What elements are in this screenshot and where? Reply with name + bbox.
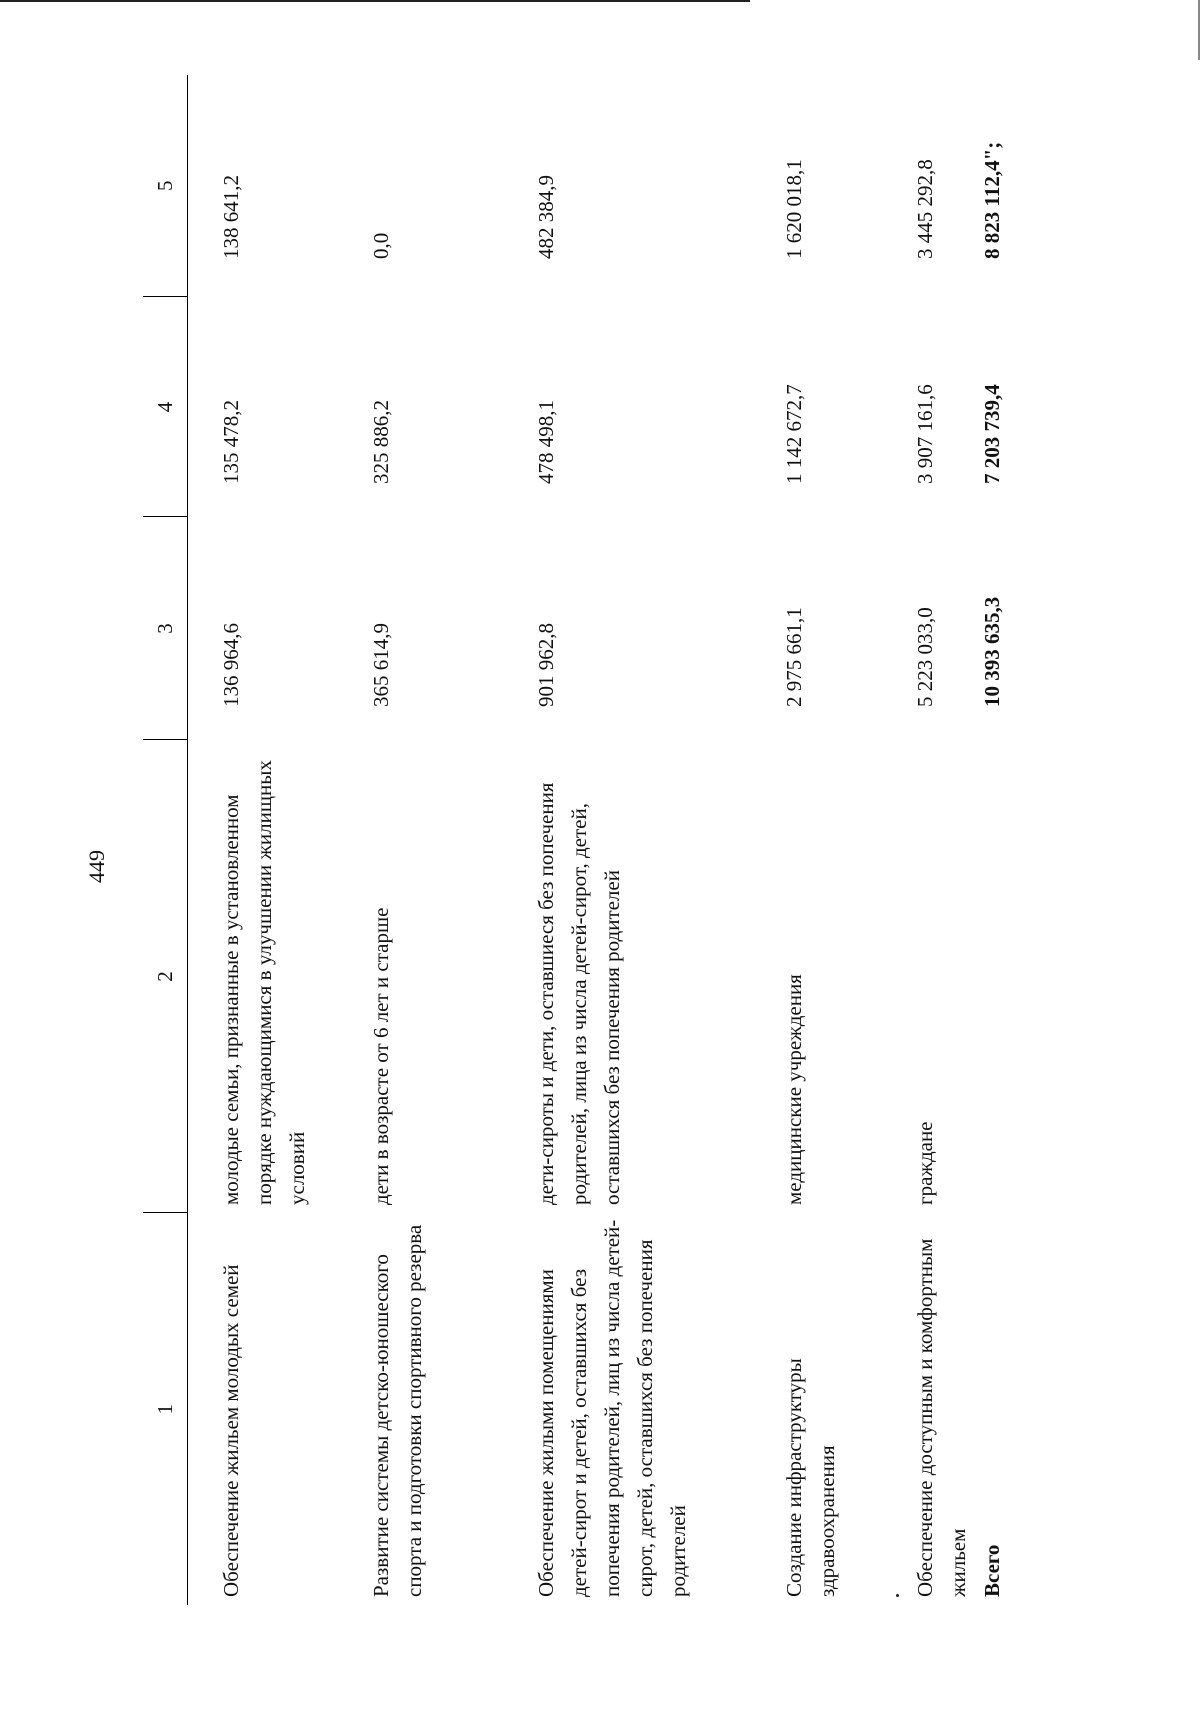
page-number: 449 [84,850,109,883]
col5-value: 482 384,9 [534,175,558,259]
scan-speck [896,1594,899,1597]
program-cell: Создание инфраструктуры здравоохранения [782,1358,839,1597]
funding-table-wrapper [143,75,1009,1605]
recipients-cell: молодые семьи, признанные в установленном порядке нуждающимися в улучшении жилищных условий [219,760,309,1205]
col3-value: 136 964,6 [219,623,243,707]
recipients-cell: дети-сироты и дети, оставшиеся без попечения родителей, лица из числа детей-сирот, детей, оставшихся без попечения родителей [534,782,624,1205]
col3-value [876,517,976,740]
header-col-3: 3 [143,517,188,740]
col4-value: 1 142 672,7 [782,384,806,484]
col5-value [876,75,976,297]
col5-text: 3 445 292,8 [913,159,937,259]
header-row [143,75,188,1605]
program-cell: Обеспечение жильем молодых семей [219,1264,243,1597]
table-row [876,75,976,1605]
col3-value: 2 975 661,1 [782,607,806,707]
table-header [143,75,188,1605]
col4-value: 135 478,2 [219,400,243,484]
table-row [778,75,876,1605]
table-row [530,75,778,1605]
table-row [365,75,530,1605]
recipients-cell [876,740,976,1213]
recipients-cell: дети в возрасте от 6 лет и старше [369,907,393,1205]
col5-value: 1 620 018,1 [782,159,806,259]
col4-text: 3 907 161,6 [913,384,937,484]
col3-text: 5 223 033,0 [913,607,937,707]
program-text: Обеспечение доступным и комфортным жильем [913,1238,970,1597]
table-row [188,75,366,1605]
total-label: Всего [980,1544,1004,1597]
col4-value [876,297,976,517]
funding-table [143,75,1009,1605]
header-col-4: 4 [143,297,188,517]
recipients-cell: медицинские учреждения [782,974,806,1205]
recipients-text: граждане [913,1121,937,1205]
col5-value: 0,0 [369,232,393,259]
col5-value: 138 641,2 [219,175,243,259]
col3-value: 901 962,8 [534,623,558,707]
header-col-1: 1 [143,1213,188,1605]
total-col3: 10 393 635,3 [980,596,1004,707]
program-cell: Обеспечение жилыми помещениями детей-сирот и детей, оставшихся без попечения родителей, лиц из числа детей-сирот, детей, оставшихся без попечения родителей [534,1219,690,1597]
total-col4: 7 203 739,4 [980,384,1004,484]
program-cell: Развитие системы детско-юношеского спорта и подготовки спортивного резерва [369,1224,426,1597]
total-empty-cell [976,740,1009,1213]
total-row [976,75,1009,1605]
header-col-2: 2 [143,740,188,1213]
col4-value: 478 498,1 [534,400,558,484]
table-body [188,75,1010,1605]
col4-value: 325 886,2 [369,400,393,484]
program-cell [876,1213,976,1605]
total-col5: 8 823 112,4"; [980,141,1004,259]
header-col-5: 5 [143,75,188,297]
col3-value: 365 614,9 [369,623,393,707]
